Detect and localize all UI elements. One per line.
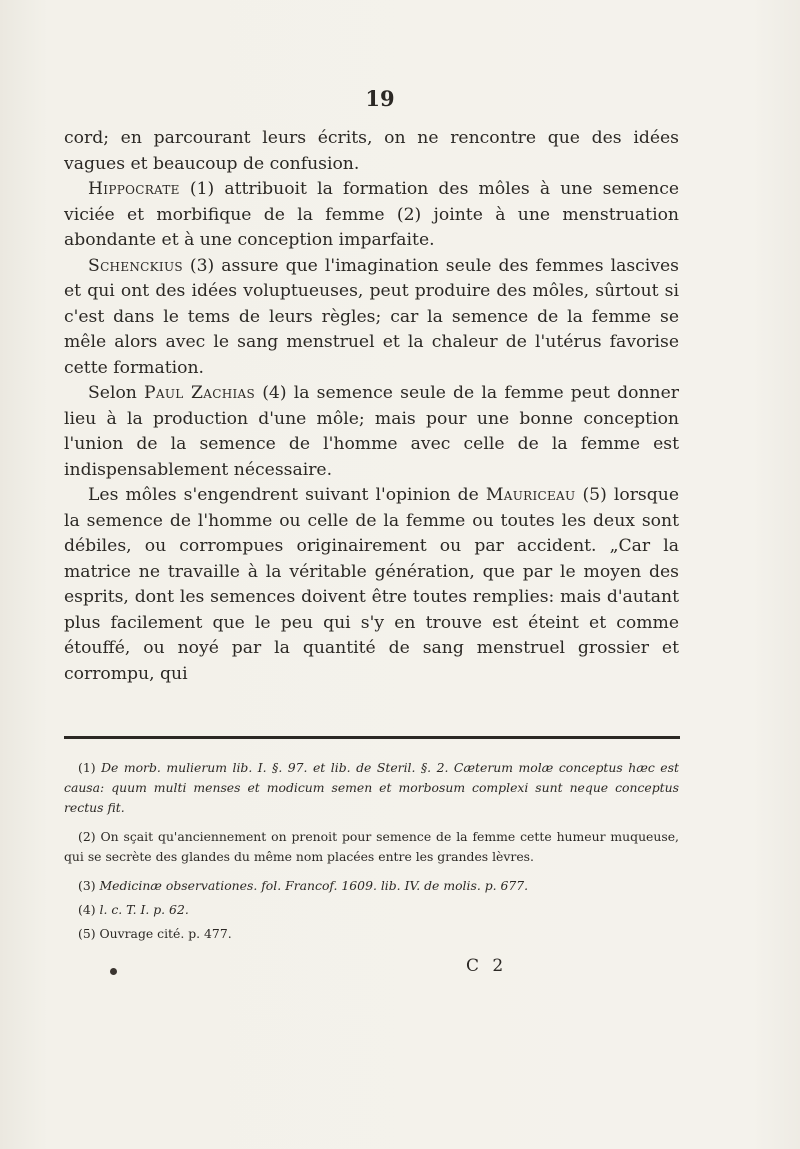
- footnote-3: [64, 876, 679, 896]
- author-name-hippocrate: Hippocrate: [88, 179, 180, 199]
- paragraph-5-lead: Les môles s'engendrent suivant l'opinion de: [88, 485, 486, 505]
- ink-blot: [110, 968, 117, 975]
- author-name-zachias: Paul Zachias: [144, 383, 256, 403]
- footnote-2: [64, 827, 679, 867]
- footnote-4: [64, 900, 679, 920]
- footnotes: [64, 758, 679, 948]
- footnote-4-marker: (4): [78, 902, 100, 917]
- author-name-schenckius: Schenckius: [88, 255, 183, 276]
- paragraph-4-text: (4) la semence seule de la femme peut donner lieu à la production d'une môle; mais pour une bonne conception l'union de la semence de l'homme avec celle de la femme est indispensablement nécessaire.: [64, 383, 680, 480]
- paragraph-3-text: (3) assure que l'imagination seule des femmes lascives et qui ont des idées voluptueuses, peut produire des môles, sûrtout si c'est dans le tems de leurs règles; car la semence de la femme se mêle alors avec le sang menstruel et la chaleur de l'utérus favorise cette formation.: [64, 255, 679, 378]
- paragraph-3: [64, 254, 679, 382]
- footnote-5-text: Ouvrage cité. p. 477.: [99, 926, 232, 941]
- footnote-divider: [64, 736, 680, 739]
- paragraph-4: [64, 381, 679, 483]
- signature-mark: C 2: [466, 956, 508, 976]
- body-text: [64, 126, 679, 687]
- page-number: 19: [365, 86, 395, 111]
- paragraph-5: [64, 483, 679, 687]
- footnote-1-text: De morb. mulierum lib. I. §. 97. et lib. de Steril. §. 2. Cæterum molæ conceptus hæc est causa: quum multi menses et modicum semen et morbosum complexi sunt neque conceptus rectus fit.: [64, 760, 679, 815]
- paragraph-1-text: cord; en parcourant leurs écrits, on ne rencontre que des idées vagues et beaucoup de confusion.: [64, 128, 679, 174]
- footnote-5: [64, 924, 679, 944]
- footnote-2-text: On sçait qu'anciennement on prenoit pour semence de la femme cette humeur muqueuse, qui se secrète des glandes du même nom placées entre les grandes lèvres.: [64, 829, 679, 864]
- paragraph-1: [64, 126, 679, 177]
- footnote-1: [64, 758, 679, 818]
- paragraph-2-text: (1) attribuoit la formation des môles à une semence viciée et morbifique de la femme (2) jointe à une menstruation abondante et à une conception imparfaite.: [64, 179, 679, 250]
- footnote-2-marker: (2): [78, 829, 101, 844]
- author-name-mauriceau: Mauriceau: [485, 485, 576, 505]
- footnote-4-text: l. c. T. I. p. 62.: [99, 902, 189, 917]
- paragraph-2: [64, 177, 679, 254]
- footnote-5-marker: (5): [78, 926, 100, 941]
- paragraph-4-lead: Selon: [88, 383, 145, 403]
- footnote-3-marker: (3): [78, 878, 100, 893]
- paragraph-5-text: (5) lorsque la semence de l'homme ou celle de la femme ou toutes les deux sont débiles, ou corrompues originairement ou par accident. „Car la matrice ne travaille à la véritable génération, que par le moyen des esprits, dont les semences doivent être toutes remplies: mais d'autant plus facilement que le peu qui s'y en trouve est éteint et comme étouffé, ou noyé par la quantité de sang menstruel grossier et corrompu, qui: [64, 485, 679, 684]
- footnote-3-text: Medicinæ observationes. fol. Francof. 1609. lib. IV. de molis. p. 677.: [99, 878, 529, 893]
- footnote-1-marker: (1): [78, 760, 102, 775]
